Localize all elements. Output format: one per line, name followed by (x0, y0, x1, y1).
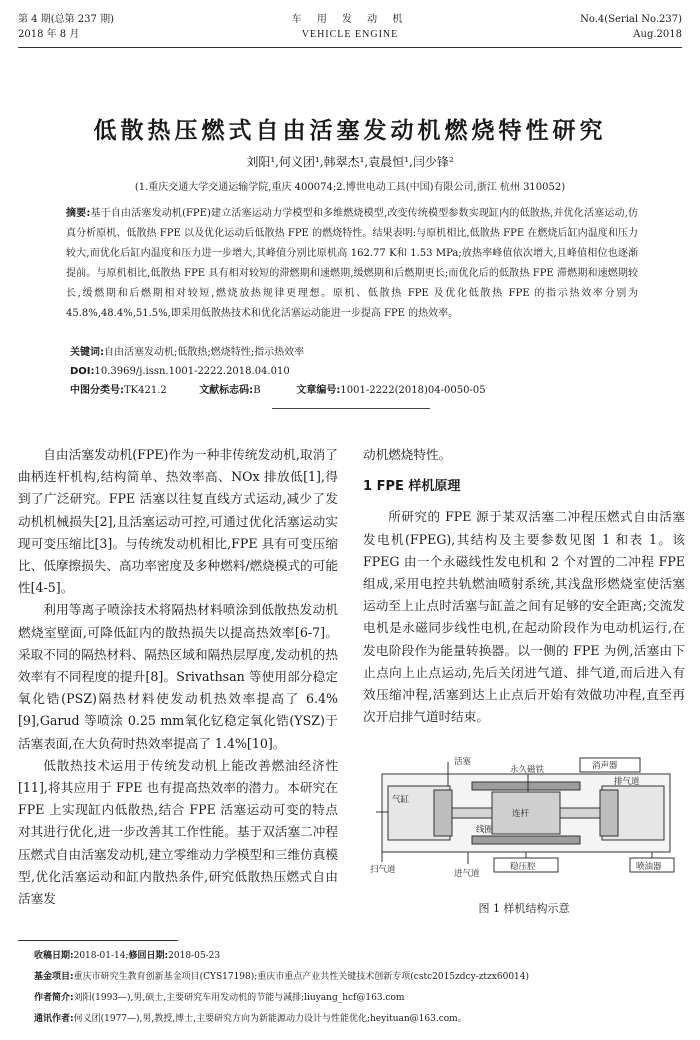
abstract-label: 摘要: (66, 208, 91, 219)
paragraph: 所研究的 FPE 源于某双活塞二冲程压燃式自由活塞发电机(FPEG),其结构及主要参数见图 1 和表 1。该 FPEG 由一个永磁线性发电机和 2 个对置的二冲程 FPE 组成,采用电控共轨燃油喷射系统,其浅盘形燃烧室使活塞运动至上止点时活塞与缸盖之间有足够的安全距离;交流发电机是永磁同步线性电机,在起动阶段作为电动机运行,在发电阶段作为能量转换器。以一侧的 FPE 为例,活塞由下止点向上止点运动,先后关闭进气道、排气道,而后进入有效压缩冲程,活塞到达上止点后开始有效做功冲程,直至再次开启排气道时结束。 (363, 509, 685, 725)
paragraph: 利用等离子喷涂技术将隔热材料喷涂到低散热发动机燃烧室壁面,可降低缸内的散热损失以提高热效率[6-7]。采取不同的隔热材料、隔热区域和隔热层厚度,发动机的热效率有不同程度的提升[8]。Srivathsan 等使用部分稳定氧化锆(PSZ)隔热材料使发动机热效率提高了 6.4%[9],Garud 等喷涂 0.25 mm氧化钇稳定氧化锆(YSZ)于活塞表面,在大负荷时热效率提高了 1.4%[10]。 (18, 602, 338, 751)
doi-text: 10.3969/j.issn.1001-2222.2018.04.010 (94, 366, 290, 377)
doi-label: DOI: (70, 366, 95, 377)
paragraph: 自由活塞发动机(FPE)作为一种非传统发动机,取消了曲柄连杆机构,结构简单、热效率高、NOx 排放低[1],得到了广泛研究。FPE 活塞以往复直线方式运动,减少了发动机机械损失[2],且活塞运动可控,可通过优化活塞运动实现可变压缩比[3]。与传统发动机相比,FPE 具有可变压缩比、低摩擦损失、高功率密度及多种燃料/燃烧模式的可能性[4-5]。 (18, 447, 338, 596)
article-number-label: 文章编号: (296, 385, 341, 396)
abstract-text: 基于自由活塞发动机(FPE)建立活塞运动力学模型和多维燃烧模型,改变传统模型参数实现缸内的低散热,并优化活塞运动,仿真分析原机、低散热 FPE 以及优化运动后低散热 FPE 的燃烧特性。结果表明:与原机相比,低散热 FPE 在燃烧后缸内温度和压力较大,而优化后缸内温度和压力进一步增大,其峰值分别比原机高 162.77 K和 1.53 MPa;放热率峰值依次增大,且峰值相位也逐渐提前。与原机相比,低散热 FPE 具有相对较短的滞燃期和速燃期,缓燃期和后燃期更长;而优化后的低散热 FPE 滞燃期和速燃期较长,缓燃期和后燃期相对较短,燃烧放热规律更理想。原机、低散热 FPE 及优化低散热 FPE 的指示热效率分别为 45.8%,48.4%,51.5%,即采用低散热技术和优化活塞运动能进一步提高 FPE 的热效率。 (66, 208, 639, 319)
footnotes (34, 946, 684, 1030)
footnote-fund (34, 967, 684, 988)
paper-title: 低散热压燃式自由活塞发动机燃烧特性研究 (93, 118, 607, 144)
label-exhaust-port: 排气道 (614, 777, 640, 787)
label-scavenge-port: 扫气道 (370, 865, 396, 875)
footnote-corresponding (34, 1009, 684, 1030)
label-piston: 活塞 (454, 757, 472, 767)
author-bio-label: 作者简介: (34, 993, 74, 1003)
issue-number: 第 4 期(总第 237 期) (18, 14, 114, 25)
doi (70, 365, 290, 379)
journal-name-zh: 车 用 发 动 机 (291, 14, 409, 25)
label-magnet: 永久磁铁 (510, 765, 545, 775)
classification (70, 384, 486, 398)
section-heading: 1 FPE 样机原理 (363, 479, 461, 495)
author-bio-text: 刘阳(1993—),男,硕士,主要研究车用发动机的节能与减排;liuyang_hcf@163.com (73, 993, 405, 1003)
label-rod: 连杆 (512, 809, 530, 819)
received-date: 2018-01-14; (73, 951, 129, 961)
keywords-label: 关键词: (70, 347, 104, 358)
right-piston (600, 790, 618, 836)
label-scavenge-chamber: 稳压腔 (510, 862, 536, 872)
label-intake-port: 进气道 (454, 869, 480, 879)
label-cylinder: 气缸 (392, 795, 410, 805)
doc-code-label: 文献标志码: (199, 385, 254, 396)
keywords-text: 自由活塞发动机;低散热;燃烧特性;指示热效率 (104, 347, 305, 358)
footnote-dates (34, 946, 684, 967)
paragraph: 低散热技术运用于传统发动机上能改善燃油经济性[11],将其应用于 FPE 也有提高热效率的潜力。本研究在 FPE 上实现缸内低散热,结合 FPE 活塞运动可变的特点对其进行优化,进一步改善其工作性能。基于双活塞二冲程压燃式自由活塞发动机,建立零维动力学模型和三维仿真模型,优化活塞运动和缸内散热条件,研究低散热压燃式自由活塞发 (18, 757, 338, 907)
figure-caption: 图 1 样机结构示意 (478, 902, 570, 915)
author-list: 刘阳¹,何义团¹,韩翠杰¹,袁晨恒¹,闫少锋² (246, 155, 454, 169)
label-muffler: 消声器 (592, 761, 618, 771)
issue-info-en (580, 12, 682, 42)
label-injector: 喷油器 (636, 862, 662, 872)
fund-text: 重庆市研究生教育创新基金项目(CYS17198);重庆市重点产业共性关键技术创新专项(cstc2015zdcy-ztzx60014) (73, 972, 530, 982)
abstract-divider (272, 408, 430, 409)
footnote-rule (18, 940, 178, 941)
body-column-right (363, 444, 685, 796)
affiliation: (1.重庆交通大学交通运输学院,重庆 400074;2.博世电动工具(中国)有限公司,浙江 杭州 310052) (134, 182, 566, 193)
article-number-value: 1001-2222(2018)04-0050-05 (340, 385, 486, 396)
body-column-left (18, 444, 338, 910)
clc-value: TK421.2 (124, 385, 167, 396)
received-label: 收稿日期: (34, 951, 74, 961)
header-rule (18, 47, 682, 48)
fund-label: 基金项目: (34, 972, 74, 982)
doc-code-value: B (253, 385, 261, 396)
revised-label: 修回日期: (128, 951, 169, 961)
coil-lower (472, 836, 580, 844)
label-coil: 线圈 (476, 825, 494, 835)
coil-upper (472, 782, 580, 790)
issue-date: 2018 年 8 月 (18, 29, 80, 40)
revised-date: 2018-05-23 (168, 951, 221, 961)
issue-number-en: No.4(Serial No.237) (580, 14, 682, 25)
issue-date-en: Aug.2018 (633, 29, 682, 40)
footnote-author (34, 988, 684, 1009)
left-piston (434, 790, 452, 836)
corresponding-text: 何义团(1977—),男,教授,博士,主要研究方向为新能源动力设计与性能优化;heyituan@163.com。 (73, 1014, 467, 1024)
clc-label: 中图分类号: (70, 385, 124, 396)
journal-name-en: VEHICLE ENGINE (301, 29, 399, 40)
abstract (66, 204, 638, 324)
paragraph-continuation: 动机燃烧特性。 (363, 447, 452, 462)
prototype-structure-figure (368, 752, 684, 880)
running-head (18, 12, 682, 44)
corresponding-label: 通讯作者: (34, 1014, 74, 1024)
keywords (70, 346, 304, 360)
